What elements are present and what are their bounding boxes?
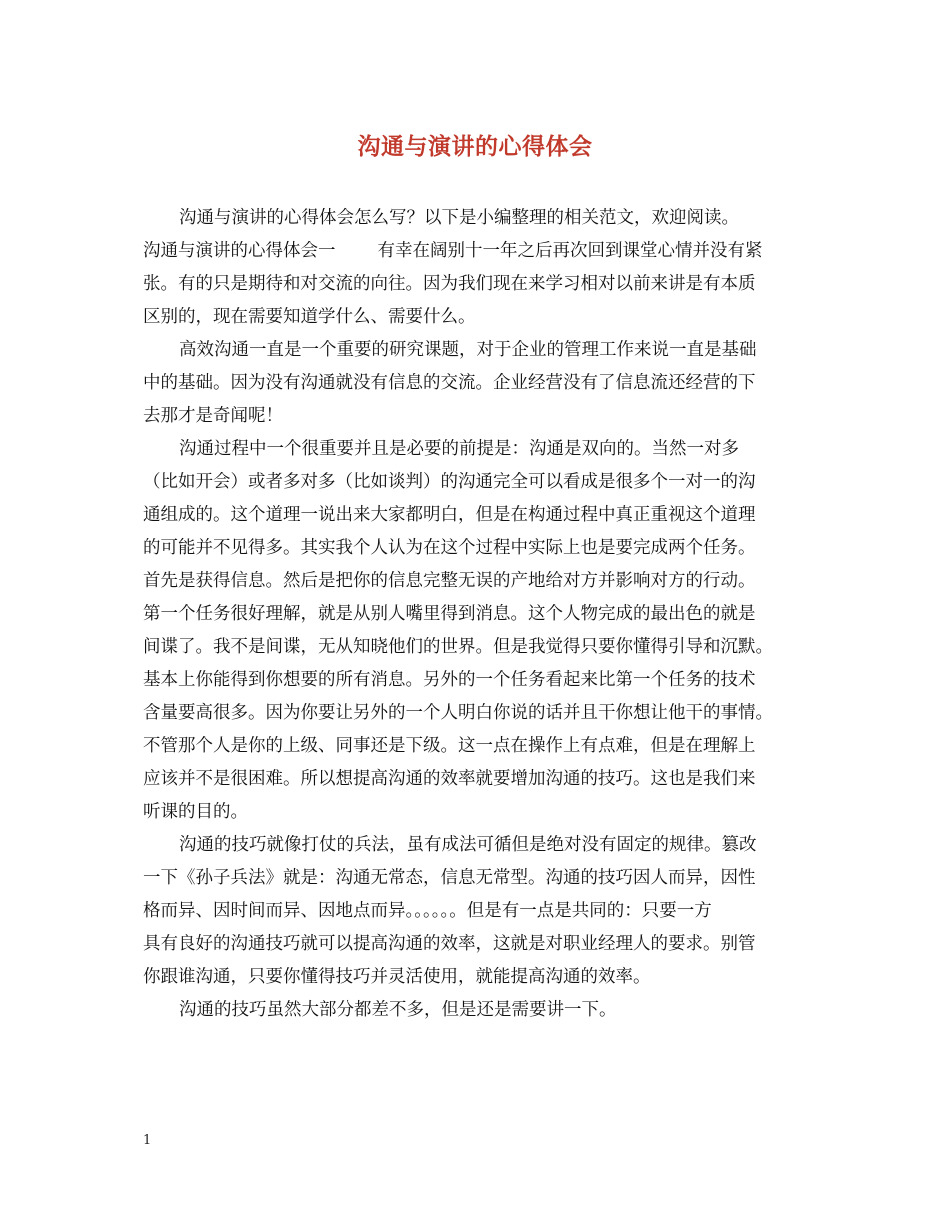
document-title: 沟通与演讲的心得体会	[357, 133, 593, 160]
paragraph-line: 区别的，现在需要知道学什么、需要什么。	[143, 307, 476, 327]
paragraph-line: 你跟谁沟通，只要你懂得技巧并灵活使用，就能提高沟通的效率。	[143, 967, 651, 987]
paragraph-line: 不管那个人是你的上级、同事还是下级。这一点在操作上有点难，但是在理解上	[143, 736, 756, 756]
paragraph-line: 去那才是奇闻呢！	[143, 406, 283, 426]
paragraph-line: 沟通的技巧虽然大部分都差不多，但是还是需要讲一下。	[179, 1000, 617, 1020]
paragraph-line: 首先是获得信息。然后是把你的信息完整无误的产地给对方并影响对方的行动。	[143, 571, 756, 591]
paragraph-line: 含量要高很多。因为你要让另外的一个人明白你说的话并且干你想让他干的事情。	[143, 703, 773, 723]
paragraph-line: 格而异、因时间而异、因地点而异。。。。。。但是有一点是共同的：只要一方	[143, 901, 712, 921]
paragraph-line	[143, 235, 823, 268]
paragraph-line: 张。有的只是期待和对交流的向往。因为我们现在来学习相对以前来讲是有本质	[143, 274, 756, 294]
section-heading: 沟通与演讲的心得体会一	[143, 241, 336, 261]
paragraph-line: 沟通与演讲的心得体会怎么写？以下是小编整理的相关范文，欢迎阅读。	[179, 208, 739, 228]
paragraph-line: 通组成的。这个道理一说出来大家都明白，但是在构通过程中真正重视这个道理	[143, 505, 756, 525]
page-number: 1	[143, 1133, 152, 1148]
paragraph-line: 第一个任务很好理解，就是从别人嘴里得到消息。这个人物完成的最出色的就是	[143, 604, 756, 624]
paragraph-text: 有幸在阔别十一年之后再次回到课堂心情并没有紧	[377, 241, 763, 261]
paragraph-line: 沟通的技巧就像打仗的兵法，虽有成法可循但是绝对没有固定的规律。篡改	[179, 835, 757, 855]
paragraph-line: 应该并不是很困难。所以想提高沟通的效率就要增加沟通的技巧。这也是我们来	[143, 769, 756, 789]
paragraph-line: 听课的目的。	[143, 802, 248, 822]
paragraph-line: 间谍了。我不是间谍，无从知晓他们的世界。但是我觉得只要你懂得引导和沉默。	[143, 637, 773, 657]
paragraph-line: 基本上你能得到你想要的所有消息。另外的一个任务看起来比第一个任务的技术	[143, 670, 756, 690]
paragraph-line: 的可能并不见得多。其实我个人认为在这个过程中实际上也是要完成两个任务。	[143, 538, 756, 558]
paragraph-line: 高效沟通一直是一个重要的研究课题，对于企业的管理工作来说一直是基础	[179, 340, 757, 360]
paragraph-line: （比如开会）或者多对多（比如谈判）的沟通完全可以看成是很多个一对一的沟	[143, 472, 756, 492]
document-body	[143, 202, 823, 1027]
paragraph-line: 沟通过程中一个很重要并且是必要的前提是：沟通是双向的。当然一对多	[179, 439, 739, 459]
paragraph-line: 中的基础。因为没有沟通就没有信息的交流。企业经营没有了信息流还经营的下	[143, 373, 756, 393]
paragraph-line: 具有良好的沟通技巧就可以提高沟通的效率，这就是对职业经理人的要求。别管	[143, 934, 756, 954]
paragraph-line: 一下《孙子兵法》就是：沟通无常态，信息无常型。沟通的技巧因人而异，因性	[143, 868, 756, 888]
